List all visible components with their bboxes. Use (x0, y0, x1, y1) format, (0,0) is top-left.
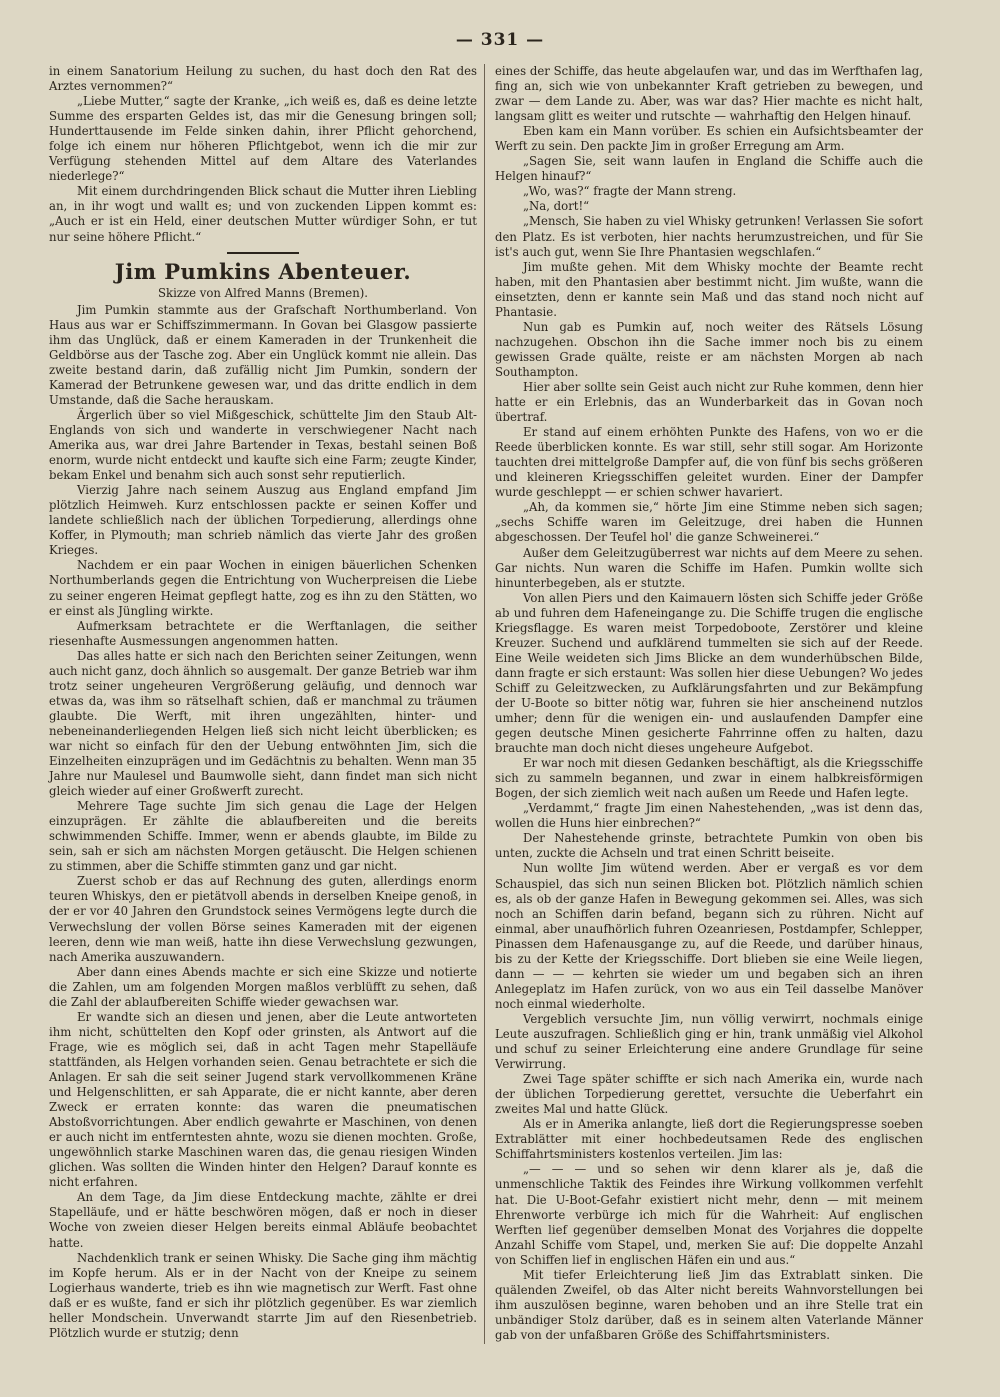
paragraph: „Ah, da kommen sie,“ hörte Jim eine Stimme neben sich sagen; „sechs Schiffe waren im Geleitzuge, drei haben die Hunnen abgeschossen. Der Teufel hol' die ganze Schweinerei.“ (495, 500, 923, 545)
paragraph: Nun wollte Jim wütend werden. Aber er vergaß es vor dem Schauspiel, das sich nun seinen Blicken bot. Plötzlich nämlich schien es, als ob der ganze Hafen in Bewegung gekommen sei. Alles, was sich noch an Schiffen darin befand, begann sich zu rühren. Nicht auf einmal, aber unaufhörlich fuhren Ozeanriesen, Postdampfer, Schlepper, Pinassen dem Hafenausgange zu, auf die Reede, und darüber hinaus, bis zu der Kette der Kriegsschiffe. Dort blieben sie eine Weile liegen, dann — — — kehrten sie wieder um und begaben sich an ihren Anlegeplatz im Hafen zurück, von wo aus ein Teil dasselbe Manöver noch einmal wiederholte. (495, 861, 923, 1011)
paragraph: Aber dann eines Abends machte er sich eine Skizze und notierte die Zahlen, um am folgenden Morgen maßlos verblüfft zu sehen, daß die Zahl der ablaufbereiten Schiffe wieder gewachsen war. (49, 964, 477, 1009)
paragraph: Vergeblich versuchte Jim, nun völlig verwirrt, nochmals einige Leute auszufragen. Schließlich ging er hin, trank unmäßig viel Alkohol und schuf zu seiner Erleichterung eine andere Grundlage für seine Verwirrung. (495, 1011, 923, 1072)
paragraph: „Mensch, Sie haben zu viel Whisky getrunken! Verlassen Sie sofort den Platz. Es ist verboten, hier nachts herumzustreichen, und für Sie ist's auch gut, wenn Sie Ihre Phantasien wegschlafen.“ (495, 214, 923, 259)
paragraph: Das alles hatte er sich nach den Berichten seiner Zeitungen, wenn auch nicht ganz, doch ähnlich so ausgemalt. Der ganze Betrieb war ihm trotz seiner ungeheuren Vergrößerung geläufig, und dennoch war etwas da, was ihm so rätselhaft schien, daß er manchmal zu träumen glaubte. Die Werft, mit ihren ungezählten, hinter- und nebeneinanderliegenden Helgen ließ sich nicht leicht überblicken; es war nicht so einfach für den der Uebung entwöhnten Jim, sich die Einzelheiten einzuprägen und im Gedächtnis zu behalten. Wenn man 35 Jahre nur Maulesel und Baumwolle sieht, dann findet man sich nicht gleich wieder auf einer Großwerft zurecht. (49, 648, 477, 799)
paragraph: eines der Schiffe, das heute abgelaufen war, und das im Werfthafen lag, fing an, sich wie von unbekannter Kraft getrieben zu bewegen, und zwar — dem Lande zu. Aber, was war das? Hier machte es nicht halt, langsam glitt es weiter und rutschte — wahrhaftig den Helgen hinauf. (495, 64, 923, 124)
paragraph: Außer dem Geleitzugüberrest war nichts auf dem Meere zu sehen. Gar nichts. Nun waren die Schiffe im Hafen. Pumkin wollte sich hinunterbegeben, als er stutzte. (495, 545, 923, 590)
left-column (49, 64, 477, 1341)
paragraph: „— — — und so sehen wir denn klarer als je, daß die unmenschliche Taktik des Feindes ihre Wirkung vollkommen verfehlt hat. Die U-Boot-Gefahr existiert nicht mehr, denn — mit meinem Ehrenworte verbürge ich mich für die Wahrheit: Auf englischen Werften lief gegenüber demselben Monat des Vorjahres die doppelte Anzahl Schiffe vom Stapel, und, merken Sie auf: Die doppelte Anzahl von Schiffen lief in englischen Häfen ein und aus.“ (495, 1162, 923, 1267)
paragraph: Nun gab es Pumkin auf, noch weiter des Rätsels Lösung nachzugehen. Obschon ihn die Sache immer noch bis zu einem gewissen Grade quälte, reiste er am nächsten Morgen ab nach Southampton. (495, 319, 923, 379)
paragraph: Jim mußte gehen. Mit dem Whisky mochte der Beamte recht haben, mit den Phantasien aber bestimmt nicht. Jim wußte, wann die einsetzten, denn er kannte sein Maß und das stand noch nicht auf Phantasie. (495, 259, 923, 319)
paragraph: An dem Tage, da Jim diese Entdeckung machte, zählte er drei Stapelläufe, und er hätte beschwören mögen, daß er noch in dieser Woche von zweien dieser Helgen bereits einmal Abläufe beobachtet hatte. (49, 1190, 477, 1250)
paragraph: Nachdenklich trank er seinen Whisky. Die Sache ging ihm mächtig im Kopfe herum. Als er in der Nacht von der Kneipe zu seinem Logierhaus wanderte, trieb es ihn wie magnetisch zur Werft. Fast ohne daß er es wußte, fand er sich ihr plötzlich gegenüber. Es war ziemlich heller Mondschein. Unverwandt starrte Jim auf den Riesenbetrieb. Plötzlich wurde er stutzig; denn (49, 1250, 477, 1340)
paragraph: Von allen Piers und den Kaimauern lösten sich Schiffe jeder Größe ab und fuhren dem Hafeneingange zu. Die Schiffe trugen die englische Kriegsflagge. Es waren meist Torpedoboote, Zerstörer und kleine Kreuzer. Suchend und aufklärend tummelten sie sich auf der Reede. Eine Weile weideten sich Jims Blicke an dem wunderhübschen Bilde, dann fragte er sich erstaunt: Was sollen hier diese Uebungen? Wo jedes Schiff zu Geleitzwecken, zu Aufklärungsfahrten und zur Bekämpfung der U-Boote so bitter nötig war, fuhren sie hier anscheinend nutzlos umher; denn für die wenigen ein- und auslaufenden Dampfer eine gegen deutsche Minen gesicherte Fahrrinne offen zu halten, dazu brauchte man doch nicht dieses ungeheure Aufgebot. (495, 590, 923, 756)
paragraph: in einem Sanatorium Heilung zu suchen, du hast doch den Rat des Arztes vernommen?“ (49, 64, 477, 94)
story-title: Jim Pumkins Abenteuer. (114, 258, 412, 284)
section-divider (227, 252, 299, 254)
paragraph: Als er in Amerika anlangte, ließ dort die Regierungspresse soeben Extrablätter mit einer hochbedeutsamen Rede des englischen Schiffahrtsministers kostenlos verteilen. Jim las: (495, 1117, 923, 1162)
paragraph: Mit tiefer Erleichterung ließ Jim das Extrablatt sinken. Die quälenden Zweifel, ob das Alter nicht bereits Wahnvorstellungen bei ihm auszulösen beginne, waren behoben und an ihre Stelle trat ein unbändiger Stolz darüber, daß es in seinem alten Vaterlande Männer gab von der unfaßbaren Größe des Schiffahrtsministers. (495, 1267, 923, 1342)
paragraph: Nachdem er ein paar Wochen in einigen bäuerlichen Schenken Northumberlands gegen die Entrichtung von Wucherpreisen die Liebe zu seiner engeren Heimat gepflegt hatte, zog es ihn zu den Stätten, wo er einst als Jüngling wirkte. (49, 558, 477, 618)
column-rule (484, 64, 485, 1344)
page-number: — 331 — (455, 30, 545, 50)
paragraph: „Wo, was?“ fragte der Mann streng. (523, 184, 737, 199)
paragraph: „Verdammt,“ fragte Jim einen Nahestehenden, „was ist denn das, wollen die Huns hier einbrechen?“ (495, 801, 923, 831)
paragraph: „Na, dort!“ (523, 199, 590, 214)
paragraph: „Sagen Sie, seit wann laufen in England die Schiffe auch die Helgen hinauf?“ (495, 154, 923, 184)
paragraph: Der Nahestehende grinste, betrachtete Pumkin von oben bis unten, zuckte die Achseln und trat einen Schritt beiseite. (495, 831, 923, 861)
paragraph: Zuerst schob er das auf Rechnung des guten, allerdings enorm teuren Whiskys, den er pietätvoll abends in derselben Kneipe genoß, in der er vor 40 Jahren den Grundstock seines Vermögens legte durch die Verwechslung der vollen Börse seines Kameraden mit der eigenen leeren, denn wie man weiß, hatte ihn diese Verwechslung gezwungen, nach Amerika auszuwandern. (49, 874, 477, 964)
paragraph: Ärgerlich über so viel Mißgeschick, schüttelte Jim den Staub Alt-Englands von sich und wanderte in verschwiegener Nacht nach Amerika aus, war drei Jahre Bartender in Texas, bestahl seinen Boß enorm, wurde nicht entdeckt und kaufte sich eine Farm; zeugte Kinder, bekam Enkel und benahm sich auch sonst sehr reputierlich. (49, 407, 477, 483)
paragraph: „Liebe Mutter,“ sagte der Kranke, „ich weiß es, daß es deine letzte Summe des ersparten Geldes ist, das mir die Genesung bringen soll; Hunderttausende im Felde sinken dahin, ihrer Pflicht gehorchend, folge ich einem nur höheren Pflichtgebot, wenn ich die mir zur Verfügung stehenden Mittel auf dem Altare des Vaterlandes niederlege?“ (49, 94, 477, 184)
paragraph: Eben kam ein Mann vorüber. Es schien ein Aufsichtsbeamter der Werft zu sein. Den packte Jim in großer Erregung am Arm. (495, 124, 923, 154)
paragraph: Er wandte sich an diesen und jenen, aber die Leute antworteten ihm nicht, schüttelten den Kopf oder grinsten, als Antwort auf die Frage, wie es möglich sei, daß in acht Tagen mehr Stapelläufe stattfänden, als Helgen vorhanden seien. Genau betrachtete er sich die Anlagen. Er sah die seit seiner Jugend stark vervollkommenen Kräne und Helgenschlitten, er sah Apparate, die er nicht kannte, aber deren Zweck er erraten konnte: das waren die pneumatischen Abstoßvorrichtungen. Aber endlich gewahrte er Maschinen, von denen er auch nicht im entferntesten ahnte, wozu sie dienen mochten. Große, ungewöhnlich starke Maschinen waren das, die genau riesigen Winden glichen. Was sollten die Winden hinter den Helgen? Darauf konnte es nicht erfahren. (49, 1009, 477, 1190)
story-byline: Skizze von Alfred Manns (Bremen). (157, 285, 368, 300)
paragraph: Er stand auf einem erhöhten Punkte des Hafens, von wo er die Reede überblicken konnte. Es war still, sehr still sogar. Am Horizonte tauchten drei mittelgroße Dampfer auf, die von fünf bis sechs größeren und kleineren Kriegsschiffen geleitet wurden. Einer der Dampfer wurde geschleppt — er schien schwer havariert. (495, 425, 923, 500)
paragraph: Hier aber sollte sein Geist auch nicht zur Ruhe kommen, denn hier hatte er ein Erlebnis, das an Wunderbarkeit das in Govan noch übertraf. (495, 379, 923, 425)
paragraph: Aufmerksam betrachtete er die Werftanlagen, die seither riesenhafte Ausmessungen angenommen hatten. (49, 618, 477, 648)
paragraph: Jim Pumkin stammte aus der Grafschaft Northumberland. Von Haus aus war er Schiffszimmermann. In Govan bei Glasgow passierte ihm das Unglück, daß er einem Kameraden in der Trunkenheit die Geldbörse aus der Tasche zog. Aber ein Unglück kommt nie allein. Das zweite bestand darin, daß zufällig nicht Jim Pumkin, sondern der Kamerad der Betrunkene gewesen war, und das dritte endlich in dem Umstande, daß die Sache herauskam. (49, 302, 477, 407)
right-column (495, 64, 923, 1343)
paragraph: Er war noch mit diesen Gedanken beschäftigt, als die Kriegsschiffe sich zu sammeln begannen, und zwar in einem halbkreisförmigen Bogen, der sich ziemlich weit nach außen um Reede und Hafen legte. (495, 756, 923, 801)
paragraph: Mit einem durchdringenden Blick schaut die Mutter ihren Liebling an, in ihr wogt und wallt es; und von zuckenden Lippen kommt es: „Auch er ist ein Held, einer deutschen Mutter würdiger Sohn, er tut nur seine höhere Pflicht.“ (49, 184, 477, 244)
paragraph: Mehrere Tage suchte Jim sich genau die Lage der Helgen einzuprägen. Er zählte die ablaufbereiten und die bereits schwimmenden Schiffe. Immer, wenn er abends glaubte, im Bilde zu sein, sah er sich am nächsten Morgen getäuscht. Die Helgen schienen zu stimmen, aber die Schiffe stimmten ganz und gar nicht. (49, 799, 477, 874)
paragraph: Vierzig Jahre nach seinem Auszug aus England empfand Jim plötzlich Heimweh. Kurz entschlossen packte er seinen Koffer und landete schließlich nach der üblichen Torpedierung, allerdings ohne Koffer, in Plymouth; man schrieb nämlich das vierte Jahr des großen Krieges. (49, 483, 477, 558)
paragraph: Zwei Tage später schiffte er sich nach Amerika ein, wurde nach der üblichen Torpedierung gerettet, versuchte die Ueberfahrt ein zweites Mal und hatte Glück. (495, 1072, 923, 1117)
